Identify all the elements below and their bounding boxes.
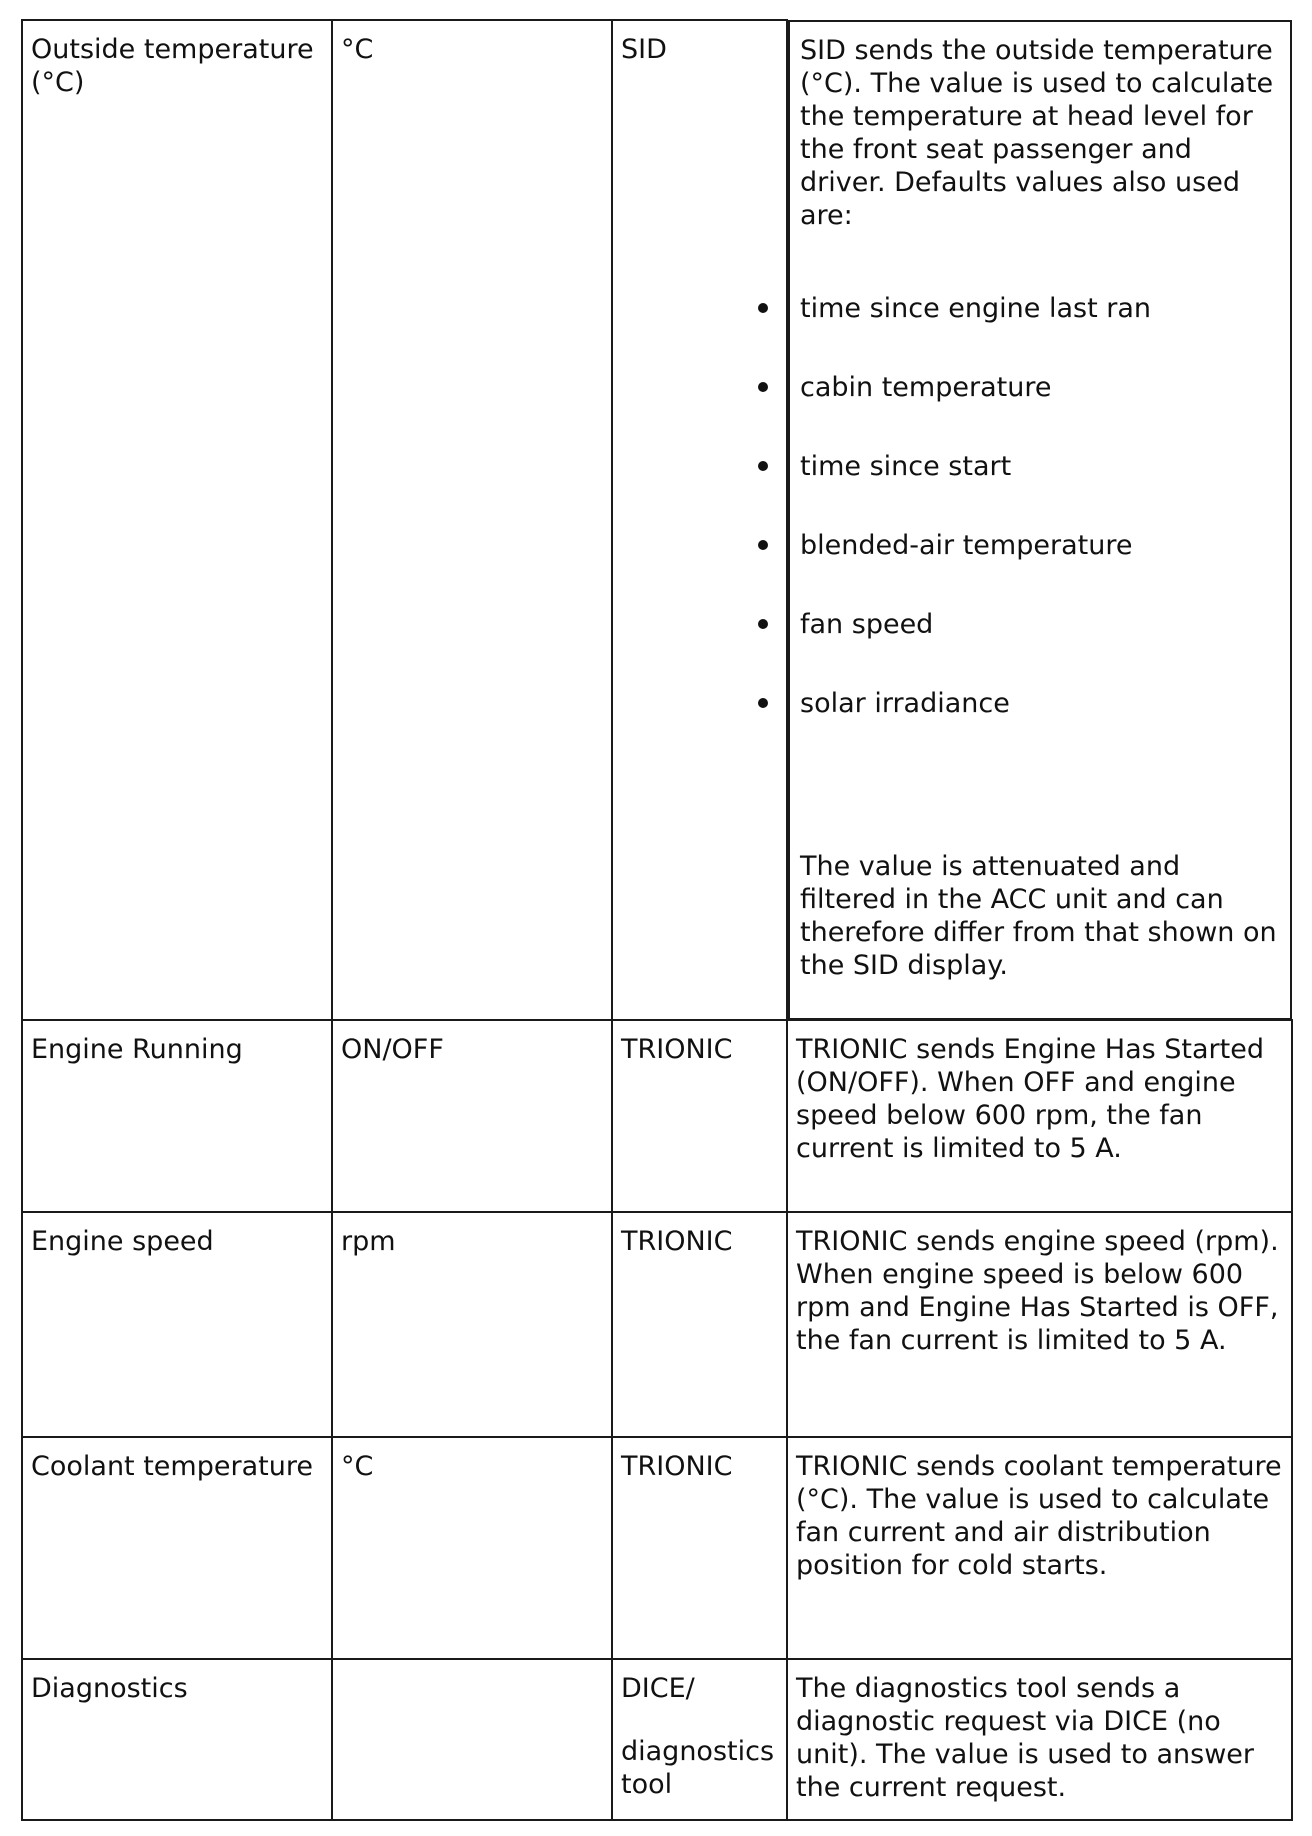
signal-cell [22,1212,332,1437]
list-item [800,687,1010,720]
description-cell [787,1020,1292,1212]
bullet-icon [758,303,768,313]
bullet-icon [758,619,768,629]
list-item [800,529,1132,562]
table-row [22,1020,1292,1212]
description-outro: The value is attenuated and filtered in the ACC unit and can therefore differ from that shown on the SID display. [788,770,1292,1020]
source-value-line-1: DICE/ [621,1673,695,1704]
unit-cell [332,20,612,1020]
bullet-icon [758,382,768,392]
source-cell [612,20,787,1020]
unit-cell [332,1020,612,1212]
description-text: TRIONIC sends engine speed (rpm). When engine speed is below 600 rpm and Engine Has Started is OFF, the fan current is limited to 5 A. [796,1226,1279,1356]
list-item [800,292,1151,325]
bullet-text: time since start [800,451,1012,482]
bullet-icon [758,461,768,471]
source-value: TRIONIC [621,1226,733,1257]
unit-value: rpm [341,1226,396,1257]
unit-value: ON/OFF [341,1034,444,1065]
list-item [800,371,1051,404]
table-row [22,20,1292,1020]
table-row [22,1659,1292,1820]
description-cell [787,1212,1292,1437]
source-cell [612,1659,787,1820]
table-row [22,1212,1292,1437]
signal-name: Engine speed [31,1226,214,1257]
bullet-icon [758,698,768,708]
bullet-text: fan speed [800,609,934,640]
source-value-line-2: diagnostics tool [621,1736,775,1800]
table-row [22,1437,1292,1659]
bullet-text: solar irradiance [800,688,1010,719]
source-value: SID [621,34,667,65]
signal-name: Diagnostics [31,1673,188,1704]
unit-value: °C [341,34,374,65]
description-intro: SID sends the outside temperature (°C). The value is used to calculate the temperature at head level for the front seat passenger and driver. Defaults values also used are: [788,20,1292,280]
source-value: TRIONIC [621,1034,733,1065]
bullet-text: time since engine last ran [800,293,1152,324]
description-cell [787,1659,1292,1820]
bullet-icon [758,540,768,550]
description-text: TRIONIC sends coolant temperature (°C). The value is used to calculate fan current and air distribution position for cold starts. [796,1451,1282,1581]
description-text: TRIONIC sends Engine Has Started (ON/OFF). When OFF and engine speed below 600 rpm, the fan current is limited to 5 A. [796,1034,1264,1164]
bullet-text: cabin temperature [800,372,1052,403]
signal-cell [22,1437,332,1659]
signal-cell [22,1659,332,1820]
signal-name: Coolant temperature [31,1451,313,1482]
bullet-text: blended-air temperature [800,530,1133,561]
source-value: TRIONIC [621,1451,733,1482]
unit-cell [332,1659,612,1820]
source-cell [612,1212,787,1437]
signal-cell [22,20,332,1020]
bullet-list [788,280,1292,770]
source-cell [612,1437,787,1659]
unit-cell [332,1212,612,1437]
source-cell [612,1020,787,1212]
signal-table [21,19,1293,1821]
list-item [800,450,1011,483]
signal-name: Engine Running [31,1034,243,1065]
signal-name: Outside temperature (°C) [31,34,314,98]
unit-cell [332,1437,612,1659]
signal-cell [22,1020,332,1212]
description-cell [787,20,1292,1020]
description-cell [787,1437,1292,1659]
unit-value: °C [341,1451,374,1482]
description-text: The diagnostics tool sends a diagnostic request via DICE (no unit). The value is used to answer the current request. [796,1673,1255,1803]
list-item [800,608,933,641]
